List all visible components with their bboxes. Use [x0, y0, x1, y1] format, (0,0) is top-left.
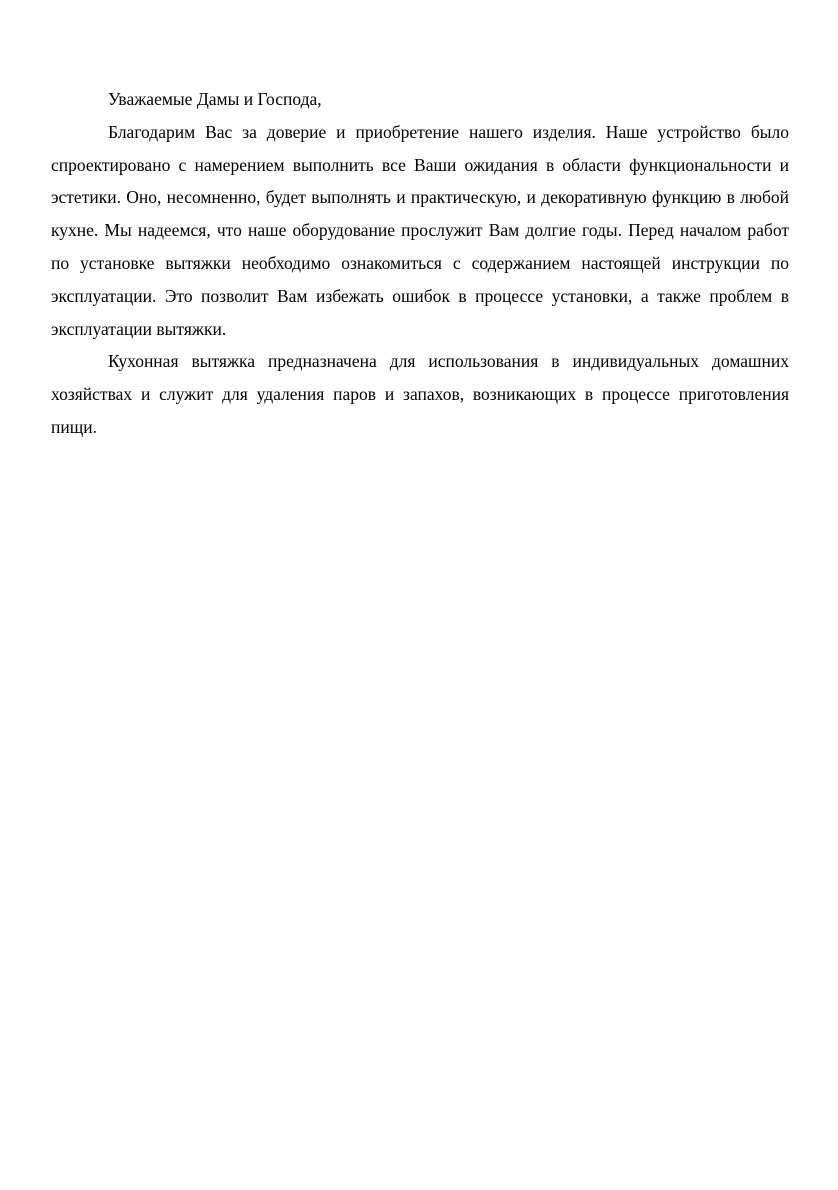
purpose-paragraph: Кухонная вытяжка предназначена для использования в индивидуальных домашних хозяйствах и служит для удаления паров и запахов, возникающих в процессе приготовления пищи. [51, 351, 789, 437]
greeting-line: Уважаемые Дамы и Господа, [108, 89, 322, 109]
intro-paragraph: Благодарим Вас за доверие и приобретение нашего изделия. Наше устройство было спроектировано с намерением выполнить все Ваши ожидания в области функциональности и эстетики. Оно, несомненно, будет выполнять и практическую, и декоративную функцию в любой кухне. Мы надеемся, что наше оборудование прослужит Вам долгие годы. Перед началом работ по установке вытяжки необходимо ознакомиться с содержанием настоящей инструкции по эксплуатации. Это позволит Вам избежать ошибок в процессе установки, а также проблем в эксплуатации вытяжки. [51, 121, 789, 339]
document-body [51, 83, 789, 444]
